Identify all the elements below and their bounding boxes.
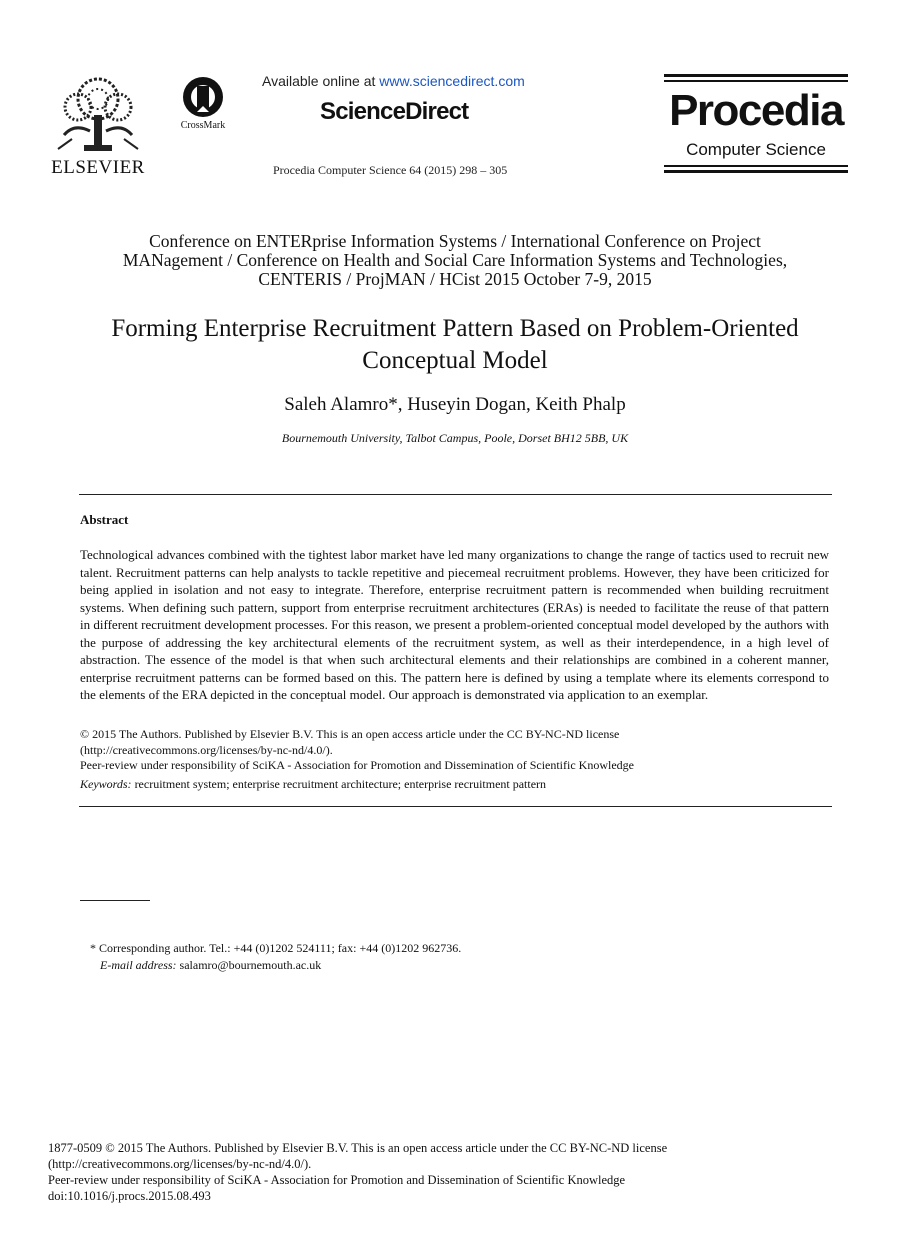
conference-info [60, 232, 850, 289]
email-address[interactable]: salamro@bournemouth.ac.uk [176, 958, 322, 972]
elsevier-tree-icon [54, 75, 142, 153]
crossmark-label: CrossMark [180, 120, 226, 131]
title-line: Conceptual Model [362, 347, 548, 374]
license-link[interactable]: (http://creativecommons.org/licenses/by-nc-nd/4.0/). [80, 742, 333, 757]
page-footer [48, 1140, 808, 1204]
elsevier-logo [50, 75, 146, 180]
procedia-rule [664, 74, 848, 77]
email-label: E-mail address: [100, 958, 177, 972]
keywords-list: recruitment system; enterprise recruitment architecture; enterprise recruitment pattern [131, 777, 547, 791]
procedia-name: Procedia [669, 86, 843, 135]
available-prefix: Available online at [262, 73, 380, 89]
footer-line: Peer-review under responsibility of SciKA - Association for Promotion and Dissemination of Scientific Knowledge [48, 1173, 626, 1187]
keywords [80, 777, 829, 792]
procedia-rule [664, 165, 848, 167]
conference-line: Conference on ENTERprise Information Systems / International Conference on Project [149, 231, 761, 251]
conference-line: CENTERIS / ProjMAN / HCist 2015 October 7-9, 2015 [258, 269, 652, 289]
crossmark-badge[interactable] [172, 76, 234, 136]
sciencedirect-link[interactable]: www.sciencedirect.com [379, 73, 525, 89]
section-divider [79, 806, 832, 807]
footer-line: 1877-0509 © 2015 The Authors. Published by Elsevier B.V. This is an open access article under the CC BY-NC-ND license [48, 1141, 668, 1155]
elsevier-wordmark: ELSEVIER [51, 157, 145, 178]
conference-line: MANagement / Conference on Health and Social Care Information Systems and Technologies, [122, 250, 788, 270]
title-line: Forming Enterprise Recruitment Pattern Based on Problem-Oriented [111, 315, 799, 342]
copyright-block [80, 727, 829, 774]
copyright-line: © 2015 The Authors. Published by Elsevier B.V. This is an open access article under the CC BY-NC-ND license [80, 727, 620, 741]
sciencedirect-logo: ScienceDirect [320, 98, 469, 125]
peer-review-line: Peer-review under responsibility of SciKA - Association for Promotion and Dissemination of Scientific Knowledge [80, 758, 634, 772]
footnote [90, 940, 690, 974]
footnote-rule [80, 900, 150, 901]
procedia-logo [664, 74, 848, 174]
doi[interactable]: doi:10.1016/j.procs.2015.08.493 [48, 1189, 211, 1203]
procedia-rule [664, 80, 848, 82]
section-divider [79, 494, 832, 495]
footer-license-link[interactable]: (http://creativecommons.org/licenses/by-nc-nd/4.0/). [48, 1157, 312, 1171]
authors: Saleh Alamro*, Huseyin Dogan, Keith Phalp [284, 394, 626, 415]
available-online [262, 73, 525, 89]
crossmark-icon [172, 76, 234, 120]
email-line [90, 957, 690, 974]
keywords-label: Keywords: [80, 777, 132, 791]
affiliation: Bournemouth University, Talbot Campus, Poole, Dorset BH12 5BB, UK [281, 431, 629, 445]
corresponding-author: * Corresponding author. Tel.: +44 (0)1202 524111; fax: +44 (0)1202 962736. [90, 941, 462, 955]
abstract-heading: Abstract [80, 512, 129, 527]
paper-title [60, 313, 850, 377]
procedia-rule [664, 170, 848, 173]
journal-reference: Procedia Computer Science 64 (2015) 298 – 305 [273, 163, 508, 177]
abstract-body: Technological advances combined with the tightest labor market have led many organizations to change the range of tactics used to recruit new talent. Recruitment patterns can help analysts to tackle repetitive and piecemeal recruitment problems. However, they have been criticized for being applied in isolation and not easy to integrate. Therefore, enterprise recruitment pattern is recommended when building recruitment systems. When defining such pattern, support from enterprise recruitment architectures (ERAs) is needed to facilitate the reuse of that pattern in different recruitment development processes. For this reason, we present a problem-oriented conceptual model developed by the authors with the purpose of addressing the key architectural elements of the recruitment system, as well as their interdependence, in a high level of abstraction. The essence of the model is that when such architectural elements and their relationships are combined in a coherent manner, enterprise recruitment patterns can be formed based on this. The pattern here is defined by using a template where its elements correspond to the elements of the ERA depicted in the conceptual model. Our approach is demonstrated via application to an exemplar. [80, 547, 829, 702]
procedia-subtitle: Computer Science [686, 140, 826, 159]
